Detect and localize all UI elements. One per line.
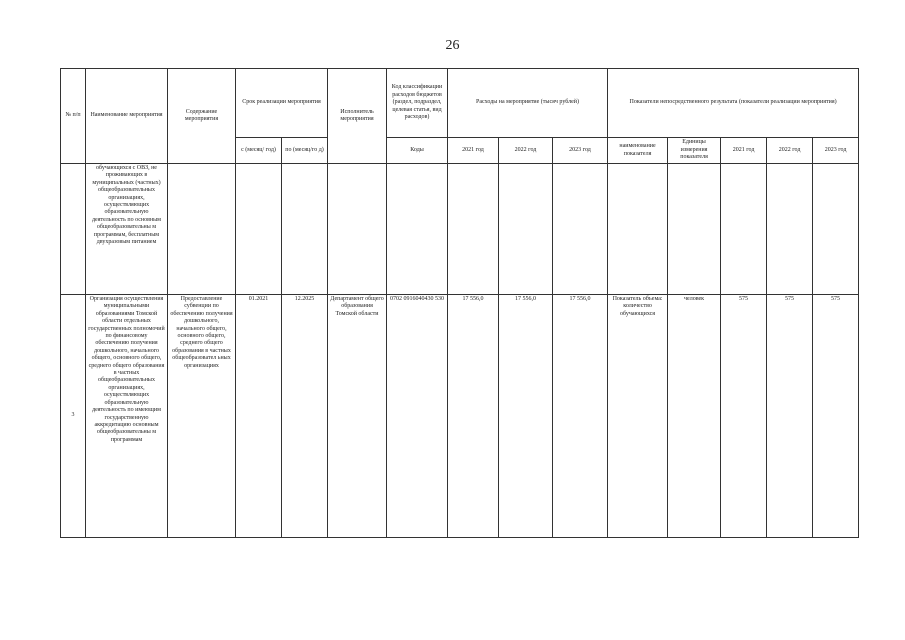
cell-ind-name: Показатель объема: количество обучающихся xyxy=(608,295,668,538)
header-indicator-2023: 2023 год xyxy=(813,138,859,164)
cell-code: 0702 0916040430 530 xyxy=(387,295,448,538)
cell-e2023: 17 556,0 xyxy=(553,295,608,538)
header-expenses-2022: 2022 год xyxy=(499,138,553,164)
cell-num: 3 xyxy=(61,295,86,538)
cell-e2023 xyxy=(553,164,608,295)
cell-e2021: 17 556,0 xyxy=(448,295,499,538)
header-name: Наименование мероприятия xyxy=(86,69,168,164)
activities-table xyxy=(60,68,859,538)
header-row-1 xyxy=(61,69,859,138)
cell-i2022: 575 xyxy=(767,295,813,538)
cell-i2021 xyxy=(721,164,767,295)
cell-executor: Департамент общего образования Томской области xyxy=(328,295,387,538)
header-budget-code: Код классификации расходов бюджетов (раздел, подраздел, целевая статья, вид расходов) xyxy=(387,69,448,138)
header-period-from: с (месяц/ год) xyxy=(236,138,282,164)
header-codes: Коды xyxy=(387,138,448,164)
cell-i2023: 575 xyxy=(813,295,859,538)
header-expenses: Расходы на мероприятие (тысяч рублей) xyxy=(448,69,608,138)
header-expenses-2023: 2023 год xyxy=(553,138,608,164)
cell-name: Организация осуществления муниципальными образованиями Томской области отдельных государственных полномочий по финансовому обеспечению получения дошкольного, начального общего, основного общего, среднего общего образования в частных общеобразовательных организациях, осуществляющих образовательную деятельность по имеющим государственную аккредитацию основным общеобразовательны м программам xyxy=(86,295,168,538)
cell-to xyxy=(282,164,328,295)
cell-ind-name xyxy=(608,164,668,295)
header-indicator-unit: Единицы измерения показателя xyxy=(668,138,721,164)
cell-content: Предоставление субвенции по обеспечению получения дошкольного, начального общего, основного общего, среднего общего образования в частных общеобразовател ьных организациях xyxy=(168,295,236,538)
header-content: Содержание мероприятия xyxy=(168,69,236,164)
cell-i2023 xyxy=(813,164,859,295)
table-row-3 xyxy=(61,295,859,538)
header-expenses-2021: 2021 год xyxy=(448,138,499,164)
header-indicator-name: наименование показателя xyxy=(608,138,668,164)
cell-e2022 xyxy=(499,164,553,295)
cell-ind-unit xyxy=(668,164,721,295)
cell-executor xyxy=(328,164,387,295)
header-indicator-2021: 2021 год xyxy=(721,138,767,164)
header-indicator-2022: 2022 год xyxy=(767,138,813,164)
header-num: № п/п xyxy=(61,69,86,164)
cell-from xyxy=(236,164,282,295)
cell-i2022 xyxy=(767,164,813,295)
cell-i2021: 575 xyxy=(721,295,767,538)
cell-to: 12.2025 xyxy=(282,295,328,538)
cell-e2021 xyxy=(448,164,499,295)
header-period-to: по (месяц/го д) xyxy=(282,138,328,164)
cell-name: обучающихся с ОВЗ, не проживающих в муниципальных (частных) общеобразовательных организациях, осуществляющих образовательную деятельность по основным общеобразовательны м программам, бесплатным двухразовым питанием xyxy=(86,164,168,295)
table-row-continued xyxy=(61,164,859,295)
header-period: Срок реализации мероприятия xyxy=(236,69,328,138)
cell-num xyxy=(61,164,86,295)
cell-ind-unit: человек xyxy=(668,295,721,538)
cell-code xyxy=(387,164,448,295)
cell-from: 01.2021 xyxy=(236,295,282,538)
cell-content xyxy=(168,164,236,295)
header-indicators: Показатели непосредственного результата (показатели реализации мероприятия) xyxy=(608,69,859,138)
header-executor: Исполнитель мероприятия xyxy=(328,69,387,164)
cell-e2022: 17 556,0 xyxy=(499,295,553,538)
page-number: 26 xyxy=(445,38,460,53)
